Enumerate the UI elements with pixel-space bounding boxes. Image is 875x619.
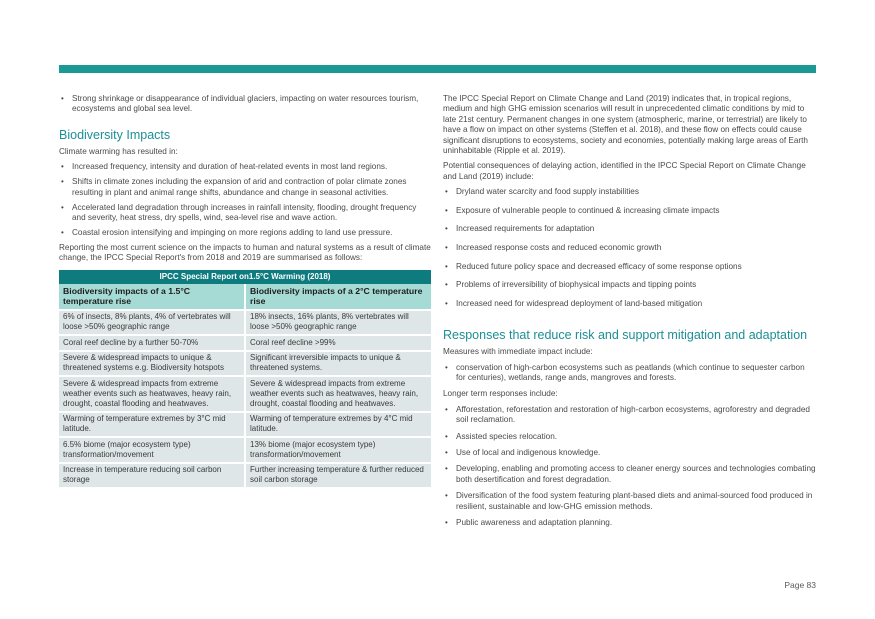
list-item: • Strong shrinkage or disappearance of individual glaciers, impacting on water resources tourism, ecosystems and global sea level. [59,94,431,115]
table-cell: 18% insects, 16% plants, 8% vertebrates will loose >50% geographic range [245,310,431,336]
list-item: • Dryland water scarcity and food supply instabilities [443,187,816,197]
table-header-2c: Biodiversity impacts of a 2°C temperature rise [245,284,431,310]
list-item: • Problems of irreversibility of biophysical impacts and tipping points [443,280,816,290]
list-item: • Coastal erosion intensifying and impinging on more regions adding to land use pressure. [59,228,431,238]
table-cell: Coral reef decline by a further 50-70% [59,335,245,351]
table-cell: Severe & widespread impacts from extreme weather events such as heatwaves, heavy rain, drought, coastal flooding and heatwaves. [59,376,245,412]
consequences-list [443,187,816,309]
list-item: • Increased requirements for adaptation [443,224,816,234]
list-item: • Developing, enabling and promoting access to cleaner energy sources and technologies combating both desertification and forest degradation. [443,464,816,485]
table-row [59,463,431,488]
list-item: • Shifts in climate zones including the expansion of arid and contraction of polar climate zones resulting in plant and animal range shifts, abundance and change in seasonal activities. [59,177,431,198]
table-row [59,310,431,336]
consequences-intro: Potential consequences of delaying action, identified in the IPCC Special Report on Climate Change and Land (2019) include: [443,161,806,181]
table-cell: Severe & widespread impacts to unique & threatened systems e.g. Biodiversity hotspots [59,351,245,377]
climate-effects-list [59,162,431,238]
table-row [59,412,431,438]
list-item: • Increased frequency, intensity and duration of heat-related events in most land regions. [59,162,431,172]
table-cell: Further increasing temperature & further reduced soil carbon storage [245,463,431,488]
left-column [59,94,431,487]
climate-intro-text: Climate warming has resulted in: [59,146,178,156]
table-cell: 6.5% biome (major ecosystem type) transformation/movement [59,437,245,463]
list-item: • Assisted species relocation. [443,432,816,442]
list-item: • Accelerated land degradation through increases in rainfall intensity, flooding, drought frequency and severity, heat stress, dry spells, wind, sea-level rise and wave action. [59,203,431,224]
header-accent-bar [59,65,816,73]
table-row [59,376,431,412]
list-item: • Diversification of the food system featuring plant-based diets and animal-sourced food produced in resilient, sustainable and low-GHG emission methods. [443,491,816,512]
ipcc-land-report-paragraph: The IPCC Special Report on Climate Change and Land (2019) indicates that, in tropical regions, medium and high GHG emission scenarios will result in unprecedented climatic conditions by mid to late 21st century. Permanent changes in one system (atmospheric, marine, or terrestrial) are likely to have a flow on impact on other systems (Steffen et al. 2018), and these flow on effects could cause significant disruptions to ecosystems, society and economies, potentially making large areas of Earth uninhabitable (Ripple et al. 2019). [443,94,808,156]
ipcc-impacts-table [59,270,431,488]
table-cell: 13% biome (major ecosystem type) transformation/movement [245,437,431,463]
list-item: • Public awareness and adaptation planning. [443,518,816,528]
immediate-measures-list [443,363,816,384]
list-item: • Afforestation, reforestation and restoration of high-carbon ecosystems, agroforestry and degraded soil reclamation. [443,405,816,426]
table-cell: Significant irreversible impacts to unique & threatened systems. [245,351,431,377]
biodiversity-heading: Biodiversity Impacts [59,127,171,142]
table-cell: Coral reef decline >99% [245,335,431,351]
list-item: • Increased need for widespread deployment of land-based mitigation [443,299,816,309]
longer-term-intro: Longer term responses include: [443,389,558,399]
glacier-bullet-list [59,94,431,115]
list-item: • Use of local and indigenous knowledge. [443,448,816,458]
responses-heading: Responses that reduce risk and support mitigation and adaptation [443,328,808,343]
table-cell: Warming of temperature extremes by 3°C mid latitude. [59,412,245,438]
longer-term-list [443,405,816,529]
table-row [59,437,431,463]
immediate-measures-intro: Measures with immediate impact include: [443,347,593,357]
page-number: Page 83 [784,580,816,590]
table-caption: IPCC Special Report on1.5°C Warming (2018) [59,270,431,284]
list-item: • Reduced future policy space and decreased efficacy of some response options [443,262,816,272]
table-cell: Increase in temperature reducing soil carbon storage [59,463,245,488]
list-item: • Increased response costs and reduced economic growth [443,243,816,253]
table-cell: Severe & widespread impacts from extreme weather events such as heatwaves, heavy rain, drought, coastal flooding and heatwaves. [245,376,431,412]
table-row [59,335,431,351]
list-item: • Exposure of vulnerable people to continued & increasing climate impacts [443,206,816,216]
list-item: • conservation of high-carbon ecosystems such as peatlands (which continue to sequester carbon for centuries), wetlands, range ands, mangroves and forests. [443,363,816,384]
table-row [59,351,431,377]
reporting-paragraph: Reporting the most current science on the impacts to human and natural systems as a result of climate change, the IPCC Special Report's from 2018 and 2019 are summarised as follows: [59,243,431,263]
right-column [443,94,816,535]
table-cell: 6% of insects, 8% plants, 4% of vertebrates will loose >50% geographic range [59,310,245,336]
table-cell: Warming of temperature extremes by 4°C mid latitude. [245,412,431,438]
table-header-1-5c: Biodiversity impacts of a 1.5°C temperature rise [59,284,245,310]
